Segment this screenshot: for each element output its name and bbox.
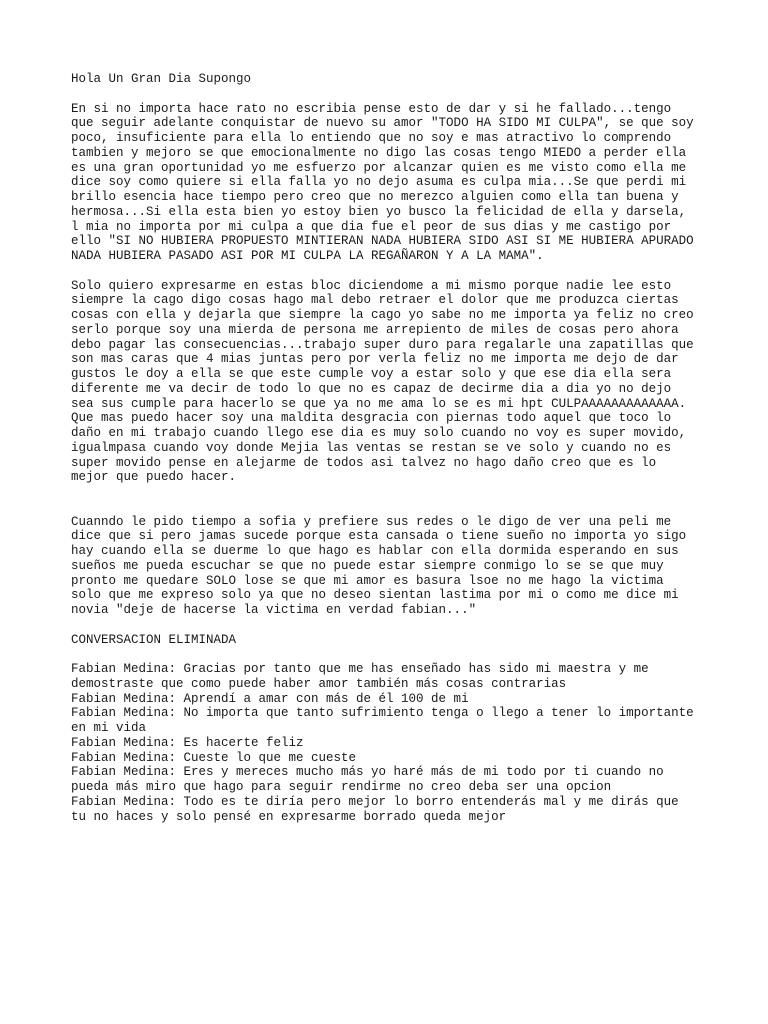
blank-line (71, 618, 711, 633)
chat-line: Fabian Medina: Cueste lo que me cueste (71, 750, 357, 765)
paragraph-line: hermosa...Si ella esta bien yo estoy bien yo busco la felicidad de ella y darsela, (71, 204, 687, 219)
paragraph-line: serlo porque soy una mierda de persona me arrepiento de miles de cosas pero ahora (71, 322, 679, 337)
paragraph-line: dice soy como quiere si ella falla yo no dejo asuma es culpa mia...Se que perdi mi (71, 175, 687, 190)
chat-line: Fabian Medina: Gracias por tanto que me has enseñado has sido mi maestra y me (71, 662, 649, 676)
paragraph-line: dice que si pero jamas sucede porque esta cansada o tiene sueño no importa yo sigo (71, 529, 687, 544)
paragraph-line: novia "deje de hacerse la victima en verdad fabian..." (71, 603, 477, 617)
chat-line: Fabian Medina: Todo es te diría pero mejor lo borro entenderás mal y me dirás que (71, 794, 679, 809)
chat-line: en mi vida (71, 721, 147, 735)
paragraph-line: igualmpasa cuando voy donde Mejia las ventas se restan se ve solo y cuando no es (71, 440, 672, 455)
paragraph-line: Solo quiero expresarme en estas bloc diciendome a mi mismo porque nadie lee esto (71, 278, 672, 293)
paragraph-line: sea sus cumple para hacerlo se que ya no me ama lo se es mi hpt CULPAAAAAAAAAAAAA. (71, 396, 687, 411)
blank-line (71, 647, 711, 662)
paragraph-line: son mas caras que 4 mias juntas pero por verla feliz no me importa me dejo de dar (71, 352, 679, 367)
paragraph-line: cosas con ella y dejarla que siempre la cago yo sabe no me importa ya feliz no creo (71, 308, 694, 322)
paragraph-line: ello "SI NO HUBIERA PROPUESTO MINTIERAN NADA HUBIERA SIDO ASI SI ME HUBIERA APURADO (71, 234, 694, 249)
paragraph-line: Cuanndo le pido tiempo a sofia y prefiere sus redes o le digo de ver una peli me (71, 514, 672, 529)
paragraph-line: solo que me expreso solo ya que no deseo sientan lastima por mi o como me dice mi (71, 588, 679, 603)
chat-line: Fabian Medina: Es hacerte feliz (71, 735, 304, 750)
paragraph-line: daño en mi trabajo cuando llego ese dia es muy solo cuando no voy es super movido, (71, 426, 687, 440)
paragraph-line: sueños me pueda escuchar se que no puede estar siempre conmigo lo se se que muy (71, 558, 664, 573)
chat-line: demostraste que como puede haber amor también más cosas contrarias (71, 676, 567, 691)
chat-line: tu no haces y solo pensé en expresarme borrado queda mejor (71, 809, 507, 824)
document-title: Hola Un Gran Dia Supongo (71, 72, 252, 86)
paragraph-line: pronto me quedare SOLO lose se que mi amor es basura lsoe no me hago la victima (71, 573, 664, 588)
blank-line (71, 485, 711, 500)
chat-line: Fabian Medina: Aprendí a amar con más de él 100 de mi (71, 691, 469, 706)
paragraph-line: l mia no importa por mi culpa a que dia fue el peor de sus dias y me castigo por (71, 219, 672, 234)
paragraph-line: debo pagar las consecuencias...trabajo super duro para regalarle una zapatillas que (71, 337, 694, 352)
paragraph-line: NADA HUBIERA PASADO ASI POR MI CULPA LA REGAÑARON Y A LA MAMA". (71, 249, 544, 263)
document-body (71, 72, 711, 824)
chat-line: Fabian Medina: No importa que tanto sufrimiento tenga o llego a tener lo importante (71, 706, 694, 721)
section-heading: CONVERSACION ELIMINADA (71, 632, 237, 647)
blank-line (71, 264, 711, 279)
paragraph-line: siempre la cago digo cosas hago mal debo retraer el dolor que me produzca ciertas (71, 293, 679, 308)
paragraph-line: hay cuando ella se duerme lo que hago es hablar con ella dormida esperando en sus (71, 544, 679, 558)
chat-line: Fabian Medina: Eres y mereces mucho más yo haré más de mi todo por ti cuando no (71, 765, 664, 780)
paragraph-line: poco, insuficiente para ella lo entiendo que no soy e mas atractivo lo comprendo (71, 131, 672, 145)
paragraph-line: En si no importa hace rato no escribia pense esto de dar y si he fallado...tengo (71, 101, 672, 116)
paragraph-line: brillo esencia hace tiempo pero creo que no merezco alguien como ella tan buena y (71, 190, 679, 204)
paragraph-line: Que mas puedo hacer soy una maldita desgracia con piernas todo aquel que toco lo (71, 411, 672, 426)
blank-line (71, 500, 711, 515)
paragraph-line: que seguir adelante conquistar de nuevo su amor "TODO HA SIDO MI CULPA", se que soy (71, 116, 694, 131)
paragraph-line: diferente me va decir de todo lo que no es capaz de decirme dia a dia yo no dejo (71, 381, 672, 396)
paragraph-line: super movido pense en alejarme de todos asi talvez no hago daño creo que es lo (71, 455, 657, 470)
paragraph-line: tambien y mejoro se que emocionalmente no digo las cosas tengo MIEDO a perder ella (71, 145, 687, 160)
paragraph-line: es una gran oportunidad yo me esfuerzo por alcanzar quien es me visto como ella me (71, 160, 687, 175)
paragraph-line: gustos le doy a ella se que este cumple voy a estar solo y que ese dia ella sera (71, 367, 672, 381)
chat-line: pueda más miro que hago para seguir rendirme no creo deba ser una opcion (71, 780, 612, 794)
blank-line (71, 87, 711, 102)
paragraph-line: mejor que puedo hacer. (71, 470, 237, 485)
